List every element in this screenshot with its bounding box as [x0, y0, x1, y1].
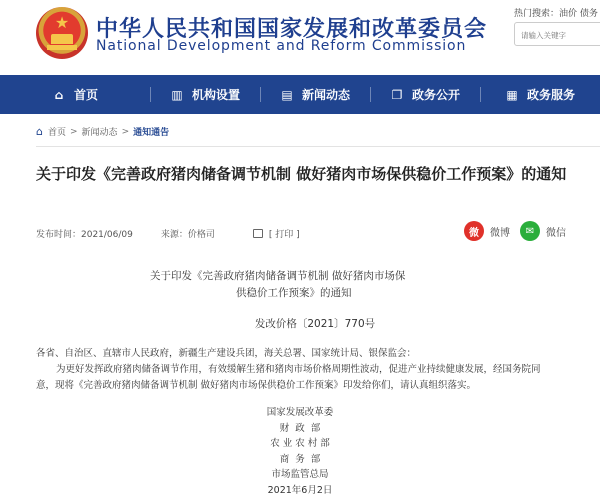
nav-item-label: 机构设置 [191, 88, 240, 102]
document-body-line-2: 意，现将《完善政府猪肉储备调节机制 做好猪肉市场保供稳价工作预案》印发给你们，请认真组织落实。 [36, 380, 477, 391]
document-title [150, 268, 550, 302]
signer: 国家发展改革委 [266, 407, 334, 418]
signer: 农 业 农 村 部 [270, 438, 330, 449]
site-header [0, 0, 600, 75]
signer: 市场监管总局 [271, 469, 329, 480]
breadcrumb-separator: > [70, 126, 78, 137]
article-title: 关于印发《完善政府猪肉储备调节机制 做好猪肉市场保供稳价工作预案》的通知 [36, 165, 567, 183]
breadcrumb-separator: > [121, 126, 130, 137]
wechat-icon: ✉ [520, 221, 540, 241]
document-recipients: 各省、自治区、直辖市人民政府，新疆生产建设兵团，海关总署、国家统计局、银保监会： [36, 348, 417, 359]
share-weibo-button[interactable] [464, 221, 510, 241]
home-icon: ⌂ [36, 125, 43, 138]
home-icon: ⌂ [54, 87, 64, 102]
print-label: [ 打印 ] [268, 230, 300, 240]
breadcrumb-item-notices[interactable]: 通知通告 [133, 128, 170, 138]
breadcrumb [36, 125, 169, 138]
search-box[interactable] [514, 22, 600, 46]
site-title-chinese[interactable]: 中华人民共和国国家发展和改革委员会 [96, 17, 488, 42]
weibo-icon: 微 [464, 221, 484, 241]
section-divider [36, 146, 600, 147]
breadcrumb-item-news[interactable]: 新闻动态 [81, 128, 118, 138]
publish-date: 发布时间：2021/06/09 [36, 230, 133, 240]
nav-item-label: 首页 [73, 88, 98, 102]
nav-item-label: 新闻动态 [301, 88, 350, 102]
nav-item-home[interactable] [0, 75, 150, 114]
share-wechat-button[interactable] [520, 221, 566, 241]
article-source: 来源：价格司 [160, 230, 215, 240]
document-title-line-2: 供稳价工作预案》的通知 [236, 287, 352, 299]
document-body-line-1: 为更好发挥政府猪肉储备调节作用，有效缓解生猪和猪肉市场价格周期性波动，促进产业持续健康发展，经国务院同 [56, 364, 541, 375]
share-weibo-label: 微博 [490, 227, 510, 239]
nav-item-government-services[interactable] [480, 75, 600, 114]
open-book-icon: ❐ [391, 87, 403, 102]
hot-search-links[interactable]: 热门搜索：油价 债务 [514, 9, 598, 19]
signer: 财 政 部 [279, 422, 321, 434]
nav-item-label: 政务公开 [411, 88, 460, 102]
breadcrumb-item-home[interactable]: 首页 [47, 128, 66, 138]
site-title-english[interactable]: National Development and Reform Commission [96, 38, 467, 54]
article-meta [36, 227, 300, 240]
main-nav [0, 75, 600, 114]
printer-icon [253, 229, 263, 238]
share-wechat-label: 微信 [546, 227, 566, 239]
signer: 商 务 部 [279, 453, 321, 465]
print-button[interactable] [253, 227, 300, 240]
nav-item-organization[interactable] [150, 75, 260, 114]
document-body [36, 362, 600, 394]
nav-item-government-affairs[interactable] [370, 75, 480, 114]
document-title-line-1: 关于印发《完善政府猪肉储备调节机制 做好猪肉市场保 [150, 270, 406, 282]
national-emblem-logo: ★ [36, 7, 88, 59]
document-signatories [230, 405, 370, 498]
clipboard-icon: ▦ [506, 87, 518, 102]
building-icon: ▥ [171, 87, 183, 102]
search-input[interactable] [515, 25, 600, 47]
nav-item-label: 政务服务 [526, 88, 575, 102]
document-date: 2021年6月2日 [267, 484, 333, 496]
newspaper-icon: ▤ [281, 87, 293, 102]
document-number: 发改价格〔2021〕770号 [254, 318, 376, 330]
nav-item-news[interactable] [260, 75, 370, 114]
